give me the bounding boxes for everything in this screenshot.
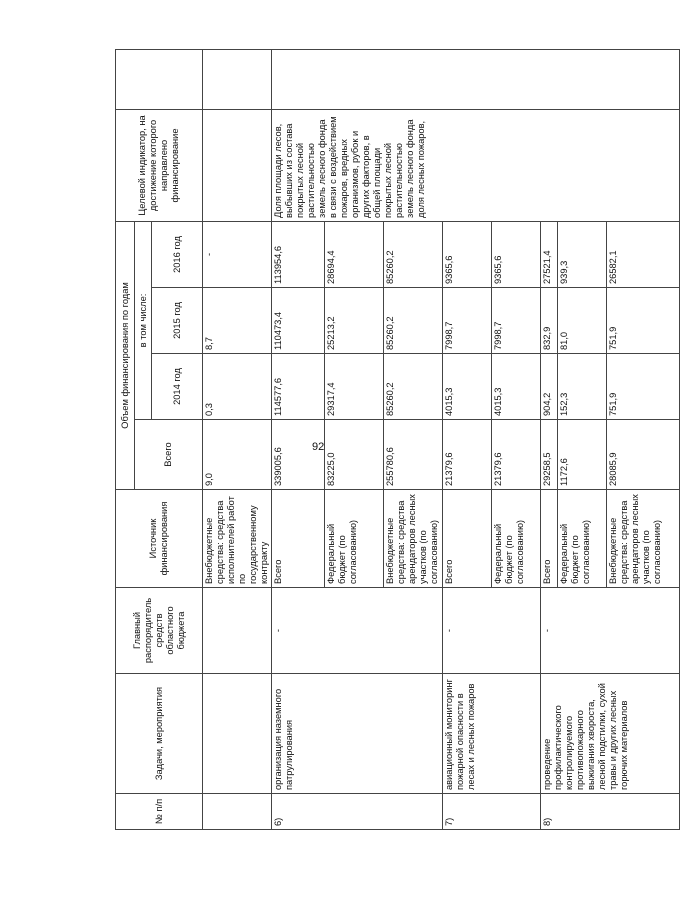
header-task: Задачи, мероприятия <box>116 674 203 794</box>
header-volume: Объем финансирования по годам <box>116 221 135 489</box>
header-2014: 2014 год <box>152 354 203 420</box>
source-cell: Федеральный бюджет (по согласованию) <box>492 490 541 588</box>
total-cell: 1172,6 <box>558 420 607 490</box>
table-row <box>272 49 325 829</box>
y2014-cell: 0,3 <box>203 354 272 420</box>
y2015-cell: 81,0 <box>558 288 607 354</box>
total-cell: 29258,5 <box>541 420 558 490</box>
y2014-cell: 85260,2 <box>384 354 443 420</box>
y2015-cell: 110473,4 <box>272 288 325 354</box>
header-empty <box>116 49 203 109</box>
rotated-table-wrapper <box>115 50 662 830</box>
source-cell: Внебюджетные средства: средства исполнителей работ по государственному контракту <box>203 490 272 588</box>
y2015-cell: 25213,2 <box>325 288 384 354</box>
financing-table <box>115 49 680 830</box>
distributor-cell: - <box>443 588 541 674</box>
y2014-cell: 904,2 <box>541 354 558 420</box>
y2016-cell: 9365,6 <box>443 221 492 287</box>
total-cell: 28085,9 <box>607 420 680 490</box>
y2016-cell: 28694,4 <box>325 221 384 287</box>
source-cell: Федеральный бюджет (по согласованию) <box>325 490 384 588</box>
total-cell: 339005,6 <box>272 420 325 490</box>
header-2016: 2016 год <box>152 221 203 287</box>
y2015-cell: 7998,7 <box>443 288 492 354</box>
header-2015: 2015 год <box>152 288 203 354</box>
y2014-cell: 4015,3 <box>443 354 492 420</box>
source-cell: Всего <box>272 490 325 588</box>
distributor-cell: - <box>541 588 680 674</box>
header-indicator: Целевой индикатор, на достижение которого направлено финансирование <box>116 109 203 221</box>
total-cell: 21379,6 <box>492 420 541 490</box>
source-cell: Всего <box>443 490 492 588</box>
y2016-cell: 85260,2 <box>384 221 443 287</box>
y2014-cell: 114577,6 <box>272 354 325 420</box>
y2016-cell: 9365,6 <box>492 221 541 287</box>
task-cell: проведение профилактического контролируемого противопожарного выжигания хвороста, лесной подстилки, сухой травы и других лесных горючих материалов <box>541 674 680 794</box>
y2016-cell: 113954,6 <box>272 221 325 287</box>
source-cell: Федеральный бюджет (по согласованию) <box>558 490 607 588</box>
y2015-cell: 8,7 <box>203 288 272 354</box>
task-cell: организация наземного патрулирования <box>272 674 443 794</box>
y2016-cell: 27521,4 <box>541 221 558 287</box>
source-cell: Всего <box>541 490 558 588</box>
y2015-cell: 832,9 <box>541 288 558 354</box>
num-cell: 7) <box>443 794 541 830</box>
distributor-cell: - <box>272 588 443 674</box>
page-number: 92 <box>312 441 325 453</box>
y2016-cell: 26582,1 <box>607 221 680 287</box>
total-cell: 21379,6 <box>443 420 492 490</box>
y2015-cell: 85260,2 <box>384 288 443 354</box>
header-source: Источник финансирования <box>116 490 203 588</box>
total-cell: 9,0 <box>203 420 272 490</box>
y2016-cell: - <box>203 221 272 287</box>
header-including: в том числе: <box>135 221 152 419</box>
y2015-cell: 7998,7 <box>492 288 541 354</box>
header-total: Всего <box>135 420 203 490</box>
source-cell: Внебюджетные средства: средства арендаторов лесных участков (по согласованию) <box>384 490 443 588</box>
y2016-cell: 939,3 <box>558 221 607 287</box>
task-cell: авиационный мониторинг пожарной опасности в лесах и лесных пожаров <box>443 674 541 794</box>
indicator-cell: Доля площади лесов, выбывших из состава покрытых лесной растительностью земель лесного фонда в связи с воздействием пожаров, вредных организмов, рубок и других факторов, в общей площади покрытых лесной растительностью земель лесного фонда доля лесных пожаров, <box>272 109 680 221</box>
header-num: № п/п <box>116 794 203 830</box>
total-cell: 255780,6 <box>384 420 443 490</box>
total-cell: 83225,0 <box>325 420 384 490</box>
table-row <box>203 49 272 829</box>
num-cell: 6) <box>272 794 443 830</box>
num-cell: 8) <box>541 794 680 830</box>
header-distributor: Главный распорядитель средств областного бюджета <box>116 588 203 674</box>
y2014-cell: 29317,4 <box>325 354 384 420</box>
source-cell: Внебюджетные средства: средства арендаторов лесных участков (по согласованию) <box>607 490 680 588</box>
y2014-cell: 751,9 <box>607 354 680 420</box>
y2015-cell: 751,9 <box>607 288 680 354</box>
y2014-cell: 4015,3 <box>492 354 541 420</box>
y2014-cell: 152,3 <box>558 354 607 420</box>
